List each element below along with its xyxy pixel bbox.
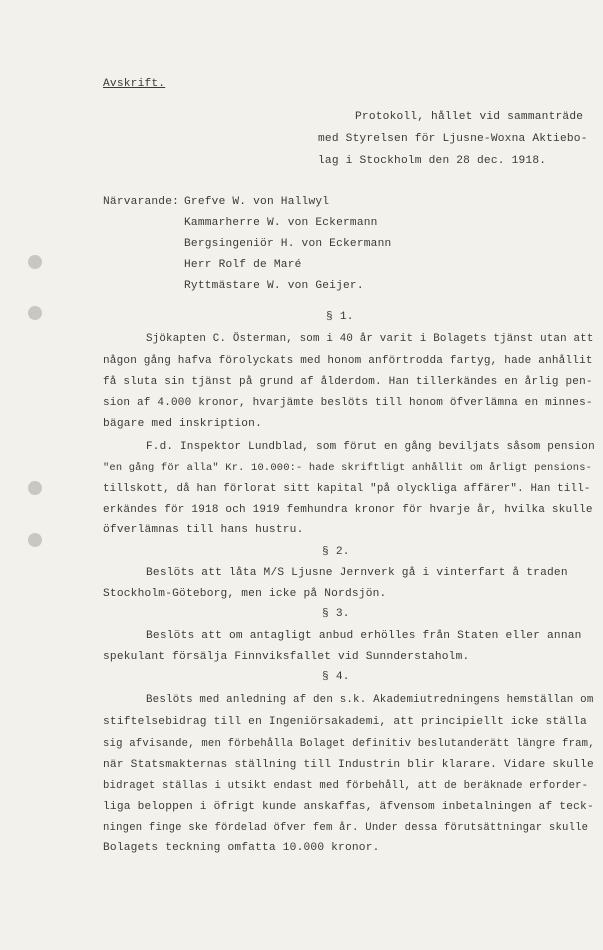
paragraph-line: Beslöts att låta M/S Ljusne Jernverk gå i vinterfart å traden [146,567,568,579]
present-member: Kammarherre W. von Eckermann [184,217,378,229]
heading-line: Protokoll, hållet vid sammanträde [355,111,584,123]
paragraph-line: F.d. Inspektor Lundblad, som förut en gång beviljats såsom pension [146,441,595,453]
paragraph-line: öfverlämnas till hans hustru. [103,524,304,536]
paragraph-line: någon gång hafva förolyckats med honom anförtrodda fartyg, hade anhållit [103,355,593,367]
document-title: Avskrift. [103,78,166,90]
section-mark: § 4. [322,671,350,683]
section-mark: § 1. [326,311,354,323]
paragraph-line: tillskott, då han förlorat sitt kapital "på olyckliga affärer". Han till- [103,483,591,495]
paragraph-line: sion af 4.000 kronor, hvarjämte beslöts till honom öfverlämna en minnes- [103,397,593,409]
present-member: Ryttmästare W. von Geijer. [184,280,364,292]
paragraph-line: Beslöts med anledning af den s.k. Akademiutredningens hemställan om [146,694,594,706]
paragraph-line: stiftelsebidrag till en Ingeniörsakademi, att principiellt icke ställa [103,716,587,728]
present-member: Grefve W. von Hallwyl [184,196,330,208]
paragraph-line: få sluta sin tjänst på grund af ålderdom. Han tillerkändes en årlig pen- [103,376,593,388]
present-label: Närvarande: [103,196,180,208]
paragraph-line: spekulant försälja Finnviksfallet vid Sunnderstaholm. [103,651,470,663]
punch-hole-decoration [28,533,42,547]
heading-line: lag i Stockholm den 28 dec. 1918. [318,155,547,167]
paragraph-line: "en gång för alla" Kr. 10.000:- hade skriftligt anhållit om årligt pensions- [103,462,593,474]
paragraph-line: Sjökapten C. Österman, som i 40 år varit i Bolagets tjänst utan att [146,333,594,345]
paragraph-line: sig afvisande, men förbehålla Bolaget definitiv beslutanderätt längre fram, [103,738,595,750]
present-member: Bergsingeniör H. von Eckermann [184,238,392,250]
paragraph-line: liga beloppen i öfrigt kunde anskaffas, äfvensom inbetalningen af teck- [103,801,594,813]
punch-hole-decoration [28,255,42,269]
section-mark: § 2. [322,546,350,558]
paragraph-line: ningen finge ske fördelad öfver fem år. Under dessa förutsättningar skulle [103,822,589,834]
present-member: Herr Rolf de Maré [184,259,302,271]
section-mark: § 3. [322,608,350,620]
paragraph-line: bidraget ställas i utsikt endast med förbehåll, att de beräknade erforder- [103,780,589,792]
paragraph-line: Bolagets teckning omfatta 10.000 kronor. [103,842,380,854]
punch-hole-decoration [28,306,42,320]
paragraph-line: Beslöts att om antagligt anbud erhölles från Staten eller annan [146,630,582,642]
heading-line: med Styrelsen för Ljusne-Woxna Aktiebo- [318,133,588,145]
paragraph-line: Stockholm-Göteborg, men icke på Nordsjön. [103,588,387,600]
punch-hole-decoration [28,481,42,495]
paragraph-line: erkändes för 1918 och 1919 femhundra kronor för hvarje år, hvilka skulle [103,504,593,516]
paragraph-line: bägare med inskription. [103,418,263,430]
paragraph-line: när Statsmakternas ställning till Industrin blir klarare. Vidare skulle [103,759,594,771]
